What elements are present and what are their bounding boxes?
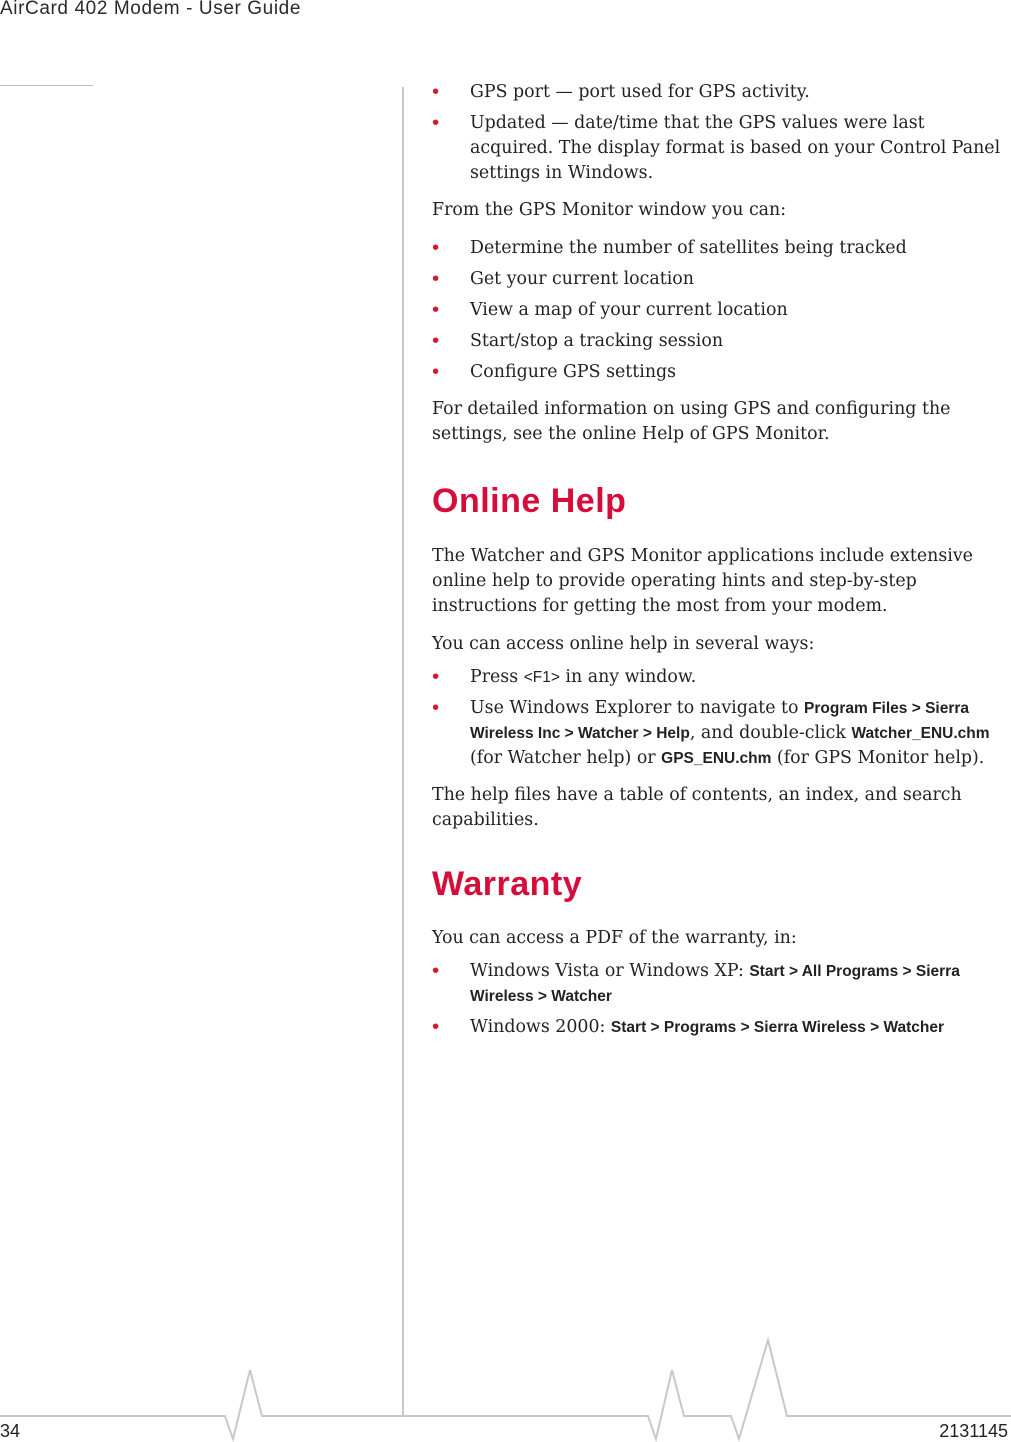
footer-waveform <box>0 1335 1011 1442</box>
text: Windows Vista or Windows XP: <box>470 961 750 981</box>
paragraph: For detailed information on using GPS and configuring the settings, see the online Help of GPS Monitor. <box>432 399 951 444</box>
paragraph: From the GPS Monitor window you can: <box>432 200 787 220</box>
menu-path: Start > Programs > Sierra Wireless > Watcher <box>610 1019 945 1036</box>
help-access-list <box>432 665 1007 771</box>
page-number: 34 <box>0 1421 21 1441</box>
text: in any window. <box>559 667 697 687</box>
text: Use Windows Explorer to navigate to <box>470 698 805 718</box>
list-item <box>432 1015 1007 1040</box>
file-name: Watcher_ENU.chm <box>851 725 990 742</box>
document-number: 2131145 <box>939 1421 1008 1441</box>
warranty-location-list <box>432 959 1007 1040</box>
gps-actions-list <box>432 236 1007 385</box>
list-item: • GPS port — port used for GPS activity. <box>432 80 1007 105</box>
list-item <box>432 665 1007 690</box>
list-item: • Determine the number of satellites being tracked <box>432 236 1007 261</box>
text: Windows 2000: <box>470 1017 611 1037</box>
main-content <box>432 80 1007 1052</box>
text: (for GPS Monitor help). <box>771 748 985 768</box>
footer-rule-line <box>0 1340 1011 1439</box>
text: , and double-click <box>689 723 852 743</box>
list-item: • View a map of your current location <box>432 298 1007 323</box>
gps-fields-list <box>432 80 1007 186</box>
running-header: AirCard 402 Modem - User Guide <box>0 0 301 19</box>
file-name: GPS_ENU.chm <box>661 750 772 767</box>
paragraph: The help files have a table of contents, an index, and search capabilities. <box>432 785 962 830</box>
paragraph: The Watcher and GPS Monitor applications include extensive online help to provide operating hints and step-by-step instructions for getting the most from your modem. <box>432 546 973 616</box>
list-item: • Configure GPS settings <box>432 360 1007 385</box>
file-path: Program Files > Sierra Wireless Inc > Watcher > Help <box>470 700 970 742</box>
list-item <box>432 959 1007 1009</box>
list-item <box>432 696 1007 771</box>
list-item: • Get your current location <box>432 267 1007 292</box>
key-name: <F1> <box>523 669 560 686</box>
column-divider <box>402 87 404 1417</box>
section-heading-online-help: Online Help <box>432 482 627 520</box>
list-item: • Updated — date/time that the GPS values were last acquired. The display format is based on your Control Panel settings in Windows. <box>432 111 1007 186</box>
list-item: • Start/stop a tracking session <box>432 329 1007 354</box>
paragraph: You can access a PDF of the warranty, in: <box>432 928 797 948</box>
header-rule <box>0 85 93 86</box>
menu-path: Start > All Programs > Sierra Wireless > Watcher <box>470 963 960 1005</box>
text: Press <box>470 667 524 687</box>
text: (for Watcher help) or <box>470 748 662 768</box>
section-heading-warranty: Warranty <box>432 865 583 903</box>
paragraph: You can access online help in several ways: <box>432 634 815 654</box>
